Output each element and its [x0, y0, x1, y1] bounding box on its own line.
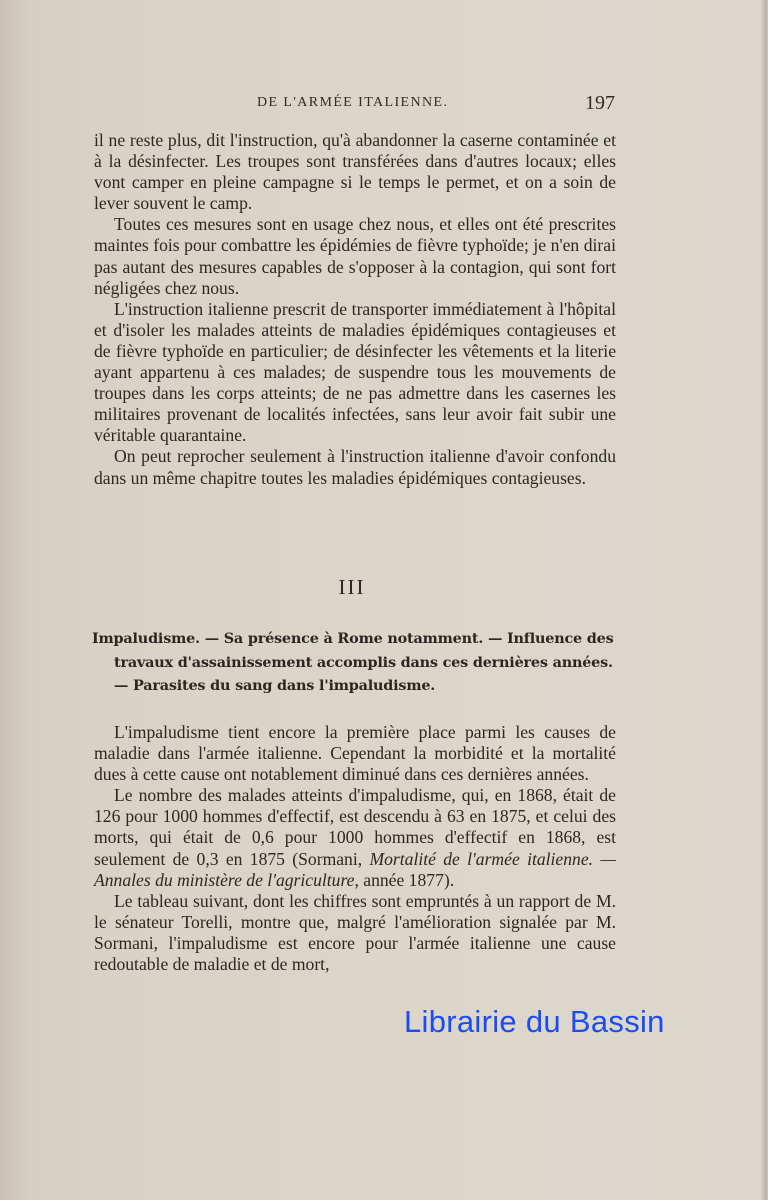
- text: année 1877).: [358, 869, 455, 890]
- summary-line: Impaludisme. — Sa présence à Rome notamment. — Influence des: [92, 630, 614, 647]
- body-text-block-1: [94, 130, 616, 489]
- citation-title: Mortalité de l'armée italienne. — Annales du ministère de l'agriculture,: [94, 848, 616, 890]
- paragraph-continuation: il ne reste plus, dit l'instruction, qu'à abandonner la caserne contaminée et à la désinfecter. Les troupes sont transférées dans d'autres locaux; elles vont camper en pleine campagne si le temps le permet, et on a soin de lever souvent le camp.: [94, 130, 616, 214]
- running-title: DE L'ARMÉE ITALIENNE.: [257, 95, 449, 110]
- body-text-block-2: [94, 722, 616, 975]
- section-summary: [92, 627, 614, 698]
- watermark: Librairie du Bassin: [404, 1004, 665, 1039]
- paragraph: Le tableau suivant, dont les chiffres sont empruntés à un rapport de M. le sénateur Torelli, montre que, malgré l'amélioration signalée par M. Sormani, l'impaludisme est encore pour l'armée italienne une cause redoutable de maladie et de mort,: [94, 890, 616, 975]
- running-head: [95, 93, 615, 117]
- page-number: 197: [585, 92, 615, 114]
- text: Le nombre des malades atteints d'impaludisme, qui, en 1868, était de 126 pour 1000 hommes d'effectif, est descendu à 63 en 1875, et celui des morts, qui était de 0,6 pour 1000 hommes d'effectif en 1868, est seulement de 0,3 en 1875 (Sormani,: [94, 785, 616, 869]
- paragraph: On peut reprocher seulement à l'instruction italienne d'avoir confondu dans un même chapitre toutes les maladies épidémiques contagieuses.: [94, 446, 616, 488]
- paragraph-with-citation: [94, 785, 616, 890]
- paragraph: Toutes ces mesures sont en usage chez nous, et elles ont été prescrites maintes fois pour combattre les épidémies de fièvre typhoïde; je n'en dirai pas autant des mesures capables de s'opposer à la contagion, qui sont fort négligées chez nous.: [94, 214, 616, 298]
- summary-line: travaux d'assainissement accomplis dans ces dernières années.: [114, 653, 613, 671]
- paragraph: L'instruction italienne prescrit de transporter immédiatement à l'hôpital et d'isoler les malades atteints de maladies épidémiques contagieuses et de fièvre typhoïde en particulier; de désinfecter les vêtements et la literie ayant appartenu à ces malades; de suspendre tous les mouvements de troupes dans les corps atteints; de ne pas admettre dans les casernes les militaires provenant de localités infectées, sans leur avoir fait subir une véritable quarantaine.: [94, 298, 616, 446]
- paragraph: L'impaludisme tient encore la première place parmi les causes de maladie dans l'armée italienne. Cependant la morbidité et la mortalité dues à cette cause ont notablement diminué dans ces dernières années.: [94, 722, 616, 785]
- section-heading-numeral: III: [338, 575, 366, 599]
- summary-line: — Parasites du sang dans l'impaludisme.: [114, 677, 436, 694]
